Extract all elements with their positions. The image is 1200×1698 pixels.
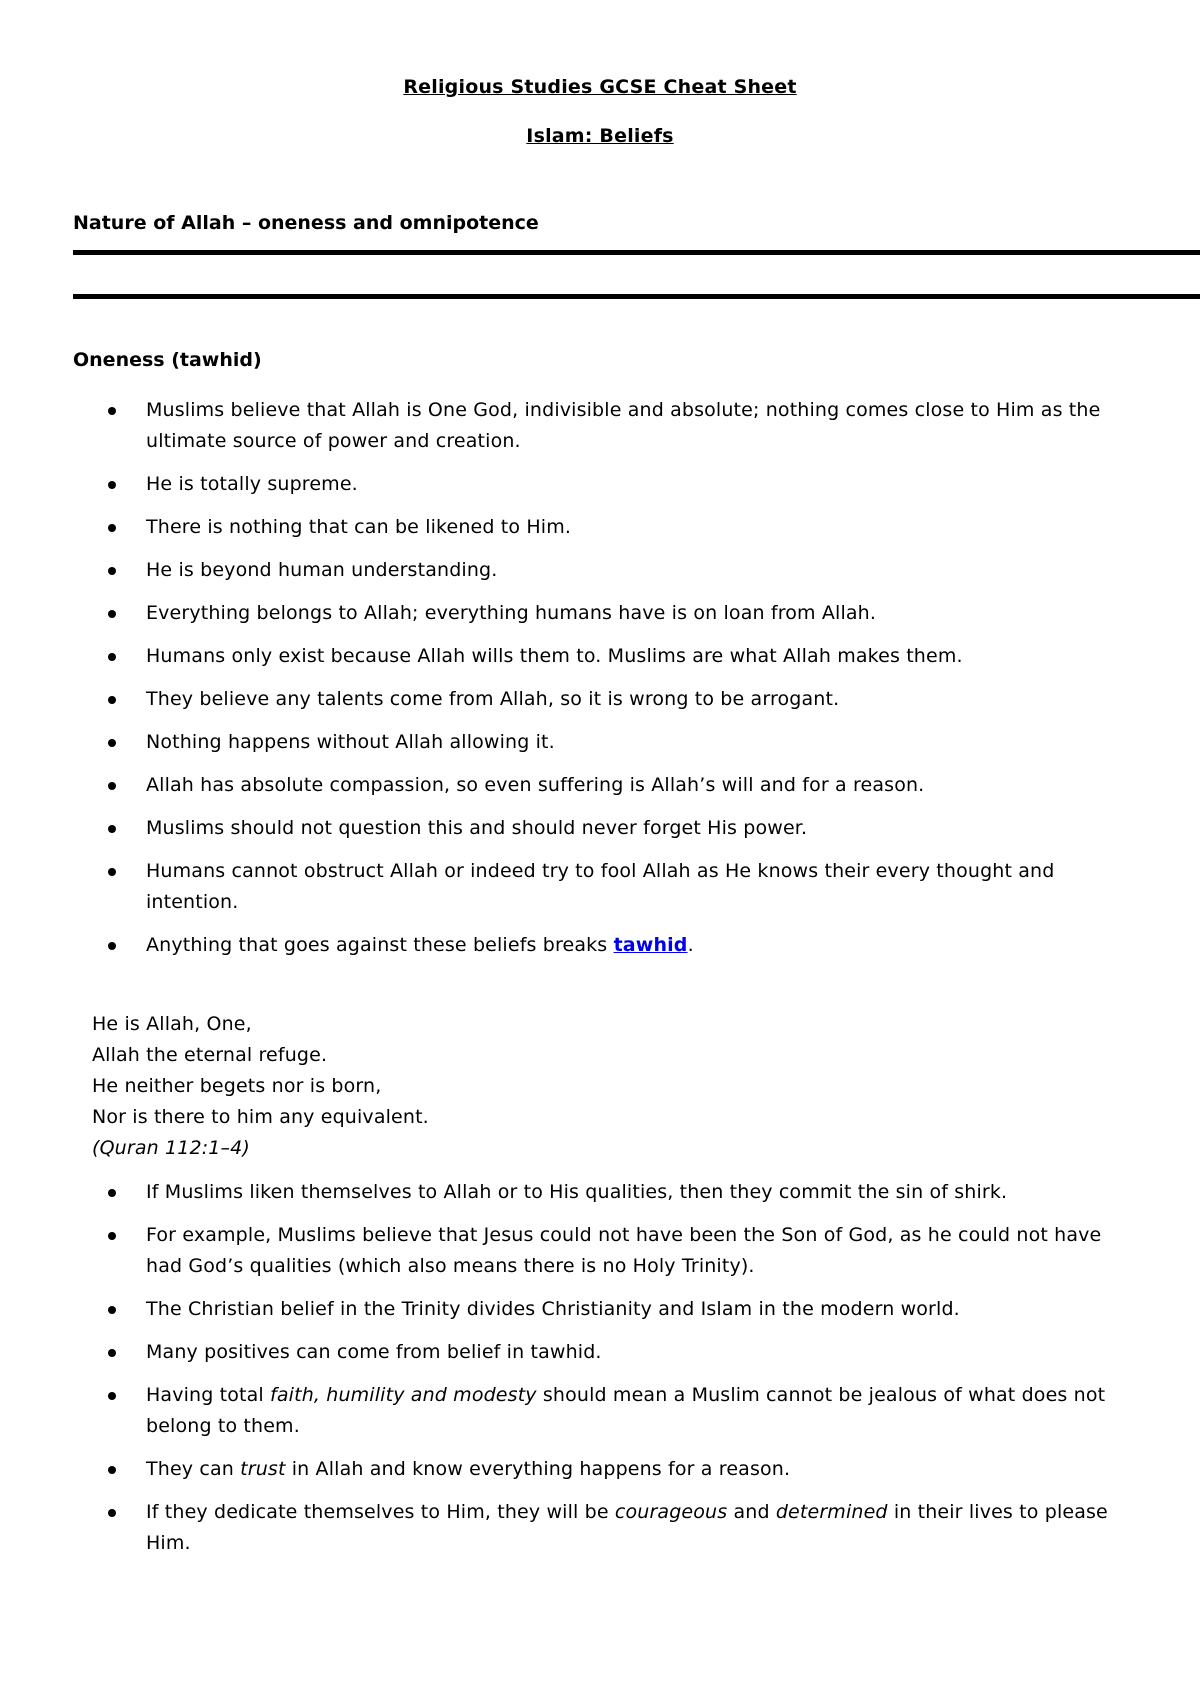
quote-line: He is Allah, One, [92, 1013, 252, 1035]
list-item-text: Muslims believe that Allah is One God, indivisible and absolute; nothing comes close to Him as the ultimate source of power and creation. [146, 399, 1101, 452]
bullet-dot-icon [108, 696, 116, 704]
bullet-dot-icon [108, 653, 116, 661]
bullet-dot-icon [108, 407, 116, 415]
list-item [0, 598, 1200, 629]
bullet-dot-icon [108, 1392, 116, 1400]
list-item [0, 856, 1200, 918]
emphasis-text: courageous [614, 1501, 728, 1523]
list-item [0, 641, 1200, 672]
horizontal-rule [73, 250, 1200, 255]
bullet-dot-icon [108, 739, 116, 747]
list-item-text: and [727, 1501, 776, 1523]
list-item-text: If Muslims liken themselves to Allah or to His qualities, then they commit the sin of shirk. [146, 1181, 1008, 1203]
list-item-text: Humans only exist because Allah wills them to. Muslims are what Allah makes them. [146, 645, 963, 667]
emphasis-text: determined [775, 1501, 888, 1523]
bullet-dot-icon [108, 1349, 116, 1357]
list-item [0, 395, 1200, 457]
list-item-text: The Christian belief in the Trinity divides Christianity and Islam in the modern world. [146, 1298, 960, 1320]
bullet-dot-icon [108, 524, 116, 532]
list-item [0, 813, 1200, 844]
list-item-text: There is nothing that can be likened to Him. [146, 516, 572, 538]
bullet-dot-icon [108, 825, 116, 833]
list-item-text: They believe any talents come from Allah, so it is wrong to be arrogant. [146, 688, 840, 710]
document-title: Religious Studies GCSE Cheat Sheet [403, 76, 797, 98]
list-item-text-after-link: . [687, 934, 694, 956]
quote-line: He neither begets nor is born, [92, 1075, 382, 1097]
list-item-text: If they dedicate themselves to Him, they will be [146, 1501, 615, 1523]
section-heading: Nature of Allah – oneness and omnipotence [73, 212, 539, 234]
list-item-text: Humans cannot obstruct Allah or indeed try to fool Allah as He knows their every thought and intention. [146, 860, 1055, 913]
list-item [0, 1220, 1200, 1282]
bullet-dot-icon [108, 1232, 116, 1240]
list-item [0, 1497, 1200, 1559]
bullet-dot-icon [108, 1306, 116, 1314]
list-item [0, 684, 1200, 715]
bullet-dot-icon [108, 1466, 116, 1474]
bullet-list-shirk [0, 1177, 1200, 1571]
quote-reference: (Quran 112:1–4) [92, 1137, 250, 1159]
bullet-dot-icon [108, 567, 116, 575]
list-item-text: He is totally supreme. [146, 473, 358, 495]
list-item-text: Nothing happens without Allah allowing it. [146, 731, 555, 753]
bullet-dot-icon [108, 1509, 116, 1517]
document-subtitle: Islam: Beliefs [526, 125, 674, 147]
list-item-text: For example, Muslims believe that Jesus could not have been the Son of God, as he could not have had God’s qualities (which also means there is no Holy Trinity). [146, 1224, 1102, 1277]
bullet-dot-icon [108, 481, 116, 489]
list-item [0, 512, 1200, 543]
list-item-text: in Allah and know everything happens for a reason. [285, 1458, 791, 1480]
list-item-text: They can [146, 1458, 241, 1480]
subheading-oneness: Oneness (tawhid) [73, 349, 262, 371]
list-item [0, 1380, 1200, 1442]
list-item [0, 1454, 1200, 1485]
list-item [0, 1177, 1200, 1208]
bullet-dot-icon [108, 610, 116, 618]
list-item [0, 555, 1200, 586]
emphasis-text: faith, humility and modesty [270, 1384, 537, 1406]
list-item-text: Having total [146, 1384, 271, 1406]
list-item [0, 770, 1200, 801]
list-item-text: Allah has absolute compassion, so even suffering is Allah’s will and for a reason. [146, 774, 925, 796]
list-item-text: Everything belongs to Allah; everything humans have is on loan from Allah. [146, 602, 877, 624]
list-item [0, 469, 1200, 500]
list-item-text: Muslims should not question this and should never forget His power. [146, 817, 808, 839]
list-item-text-before-link: Anything that goes against these beliefs breaks [146, 934, 614, 956]
bullet-dot-icon [108, 782, 116, 790]
quote-line: Nor is there to him any equivalent. [92, 1106, 429, 1128]
bullet-dot-icon [108, 1189, 116, 1197]
list-item [0, 1337, 1200, 1368]
list-item [0, 727, 1200, 758]
quran-quote [92, 1009, 429, 1164]
tawhid-link[interactable]: tawhid [613, 934, 688, 956]
bullet-list-tawhid [0, 395, 1200, 973]
horizontal-rule [73, 294, 1200, 299]
list-item-text: in their lives to please Him. [146, 1501, 1108, 1554]
list-item-text: Many positives can come from belief in tawhid. [146, 1341, 602, 1363]
list-item [0, 930, 1200, 961]
emphasis-text: trust [240, 1458, 286, 1480]
bullet-dot-icon [108, 942, 116, 950]
quote-line: Allah the eternal refuge. [92, 1044, 328, 1066]
list-item-text: should mean a Muslim cannot be jealous of what does not belong to them. [146, 1384, 1106, 1437]
list-item [0, 1294, 1200, 1325]
bullet-dot-icon [108, 868, 116, 876]
list-item-text: He is beyond human understanding. [146, 559, 498, 581]
